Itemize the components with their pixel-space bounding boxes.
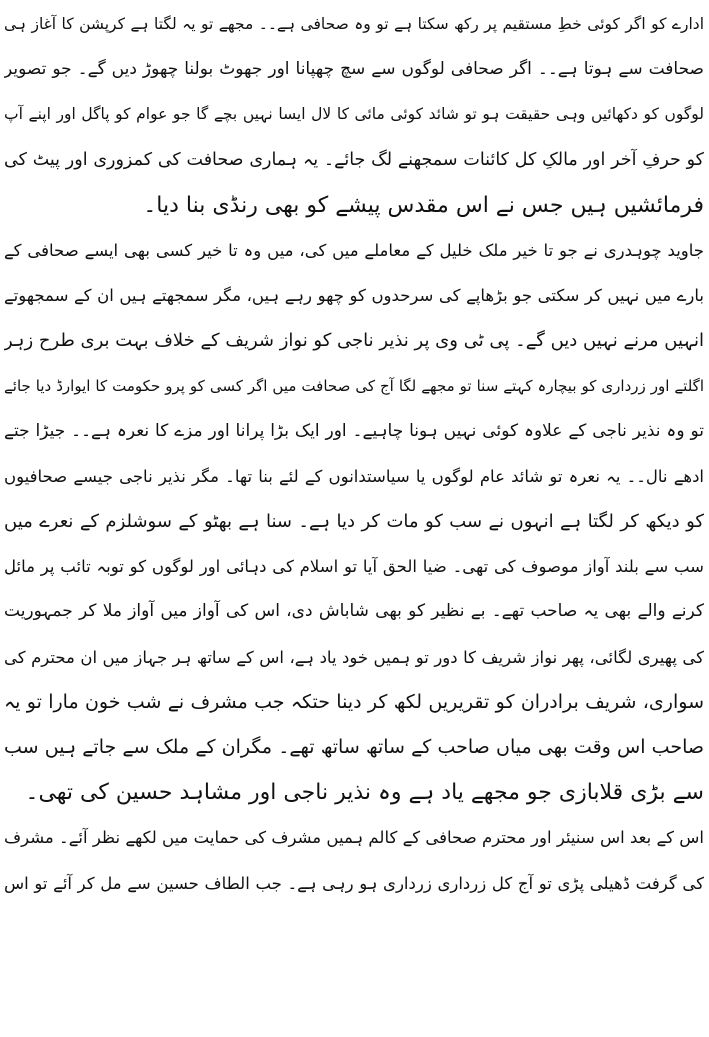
text-line: فرمائشیں ہیں جس نے اس مقدس پیشے کو بھی رنڈی بنا دیا۔ xyxy=(143,192,704,218)
text-line: سے بڑی قلابازی جو مجھے یاد ہے وہ نذیر ناجی اور مشاہد حسین کی تھی۔ xyxy=(25,780,704,806)
text-line: تو وہ نذیر ناجی کے علاوہ کوئی نہیں ہونا چاہیے۔ اور ایک بڑا پرانا اور مزے کا نعرہ ہے۔۔ جیڑا جتے xyxy=(4,420,704,441)
text-line: ادارے کو اگر کوئی خطِ مستقیم پر رکھ سکتا ہے تو وہ صحافی ہے۔۔ مجھے تو یہ لگتا ہے کرپشن کا آغاز ہی xyxy=(4,15,704,33)
text-line: اگلتے اور زرداری کو بیچارہ کہتے سنا تو مجھے لگا آج کی صحافت میں اگر کسی کو پرو حکومت کا ایوارڈ دیا جائے xyxy=(4,376,704,395)
urdu-article-text xyxy=(4,2,704,906)
text-line: اس کے بعد اس سنیئر اور محترم صحافی کے کالم ہمیں مشرف کی حمایت میں لکھے نظر آئے۔ مشرف xyxy=(4,828,704,848)
text-line: کو حرفِ آخر اور مالکِ کل کائنات سمجھنے لگ جائے۔ یہ ہماری صحافت کی کمزوری اور پیٹ کی xyxy=(4,149,704,170)
text-line: لوگوں کو دکھائیں وہی حقیقت ہو تو شائد کوئی مائی کا لال ایسا نہیں بچے گا جو عوام کو پاگل اور اپنے آپ xyxy=(4,105,704,124)
text-line: بارے میں نہیں کر سکتی جو بڑھاپے کی سرحدوں کو چھو رہے ہیں، مگر سمجھتے ہیں ان کے سمجھوتے xyxy=(4,286,704,306)
text-line: کی پھیری لگائی، پھر نواز شریف کا دور تو ہمیں خود یاد ہے، اس کے ساتھ ہر جہاز میں ان محترم کی xyxy=(4,647,704,667)
text-line: کرنے والے بھی یہ صاحب تھے۔ بے نظیر کو بھی شاباش دی، اس کی آواز میں آواز ملا کر جمہوریت xyxy=(4,601,704,622)
text-line: صحافت سے ہوتا ہے۔۔ اگر صحافی لوگوں سے سچ چھپانا اور جھوٹ بولنا چھوڑ دیں گے۔ جو تصویر xyxy=(4,59,704,80)
text-line: انہیں مرنے نہیں دیں گے۔ پی ٹی وی پر نذیر ناجی کو نواز شریف کے خلاف بہت بری طرح زہر xyxy=(4,330,704,352)
text-line: صاحب اس وقت بھی میاں صاحب کے ساتھ ساتھ تھے۔ مگران کے ملک سے جاتے ہیں سب xyxy=(4,736,704,758)
text-line: ادھے نال۔۔ یہ نعرہ تو شائد عام لوگوں یا سیاستدانوں کے لئے بنا تھا۔ مگر نذیر ناجی جیسے صحافیوں xyxy=(4,466,704,486)
text-line: کو دیکھ کر لگتا ہے انہوں نے سب کو مات کر دیا ہے۔ سنا ہے بھٹو کے سوشلزم کے نعرے میں xyxy=(4,511,704,533)
text-line: سواری، شریف برادران کو تقریریں لکھ کر دینا حتکہ جب مشرف نے شب خون مارا تو یہ xyxy=(4,690,704,713)
text-line: سب سے بلند آواز موصوف کی تھی۔ ضیا الحق آیا تو اسلام کی دہائی اور لوگوں کو توبہ تائب پر مائل xyxy=(4,557,704,577)
text-line: جاوید چوہدری نے جو تا خیر ملک خلیل کے معاملے میں کی، میں وہ تا خیر کسی بھی ایسے صحافی کے xyxy=(4,240,704,260)
text-line: کی گرفت ڈھیلی پڑی تو آج کل زرداری زرداری ہو رہی ہے۔ جب الطاف حسین سے مل کر آئے تو اس xyxy=(4,873,704,893)
